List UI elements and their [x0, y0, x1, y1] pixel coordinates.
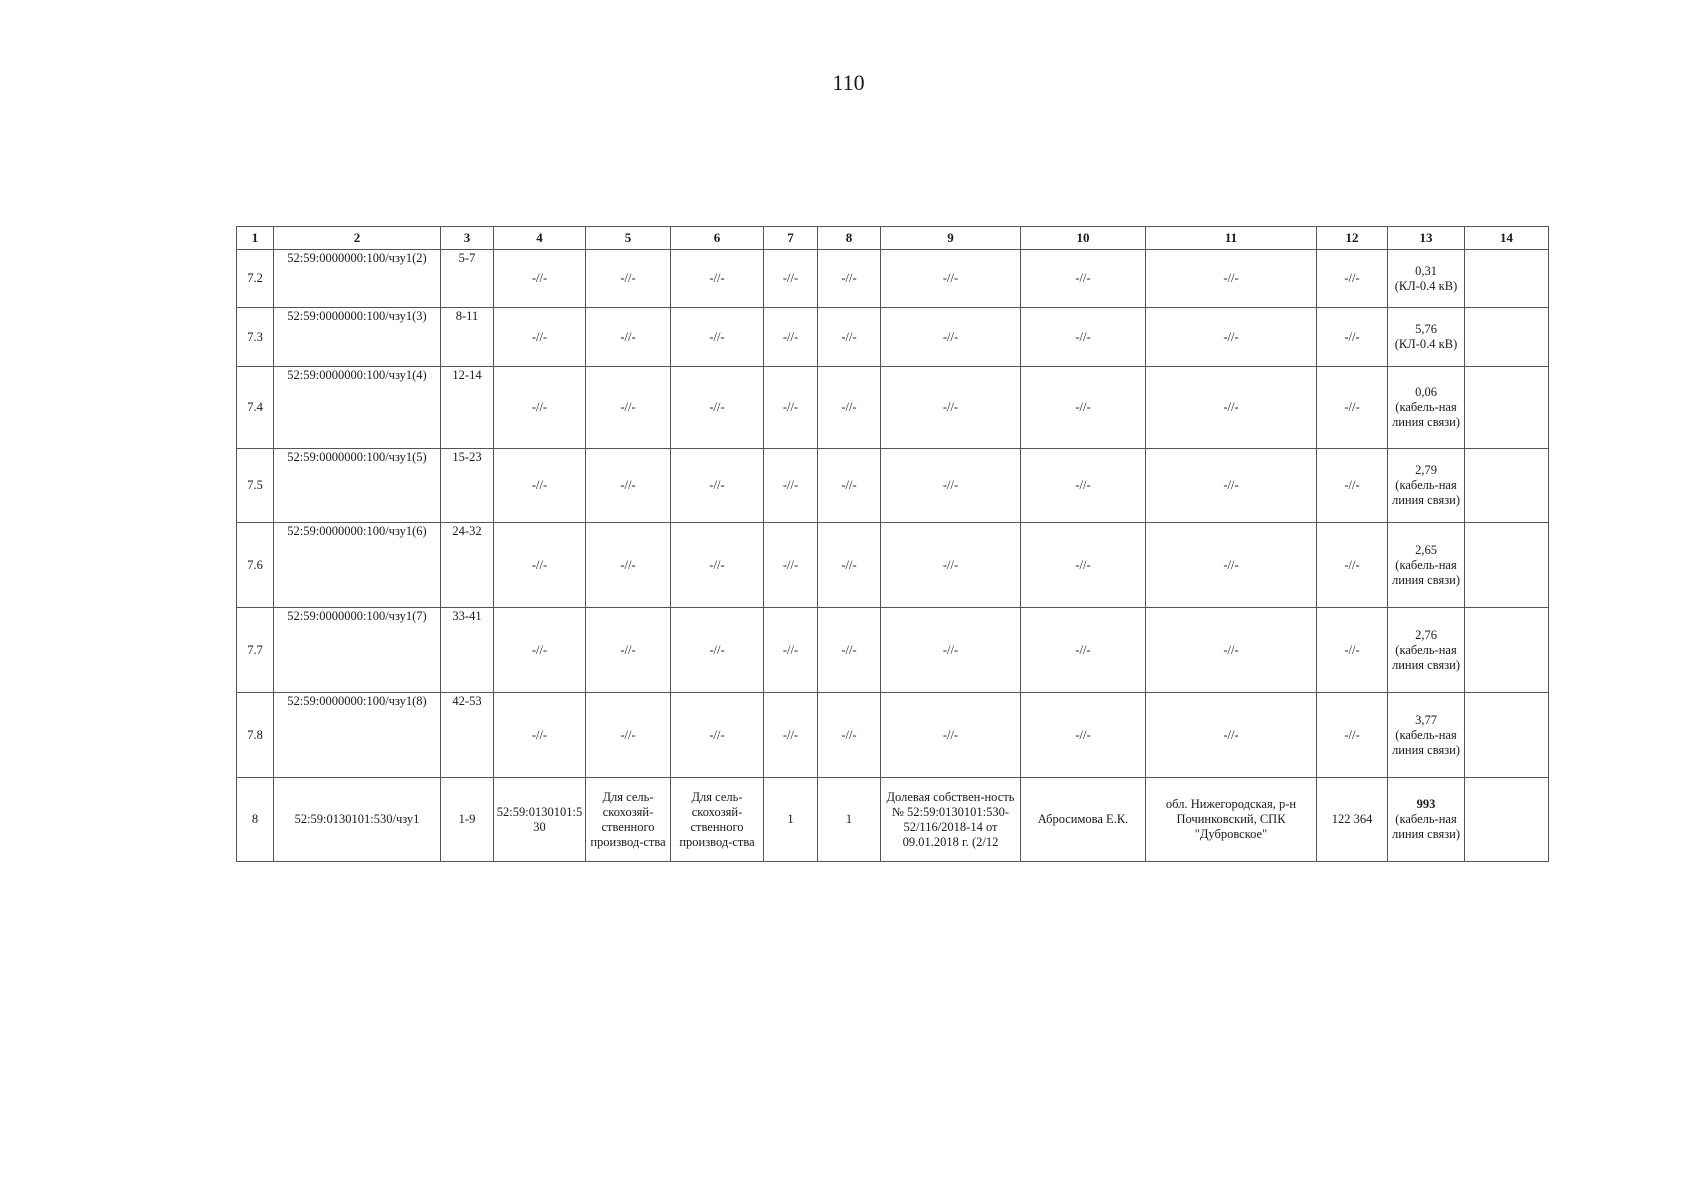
cell: -//-: [818, 308, 881, 367]
cell: -//-: [881, 693, 1021, 778]
cell: -//-: [494, 308, 586, 367]
area-note: (кабель-ная линия связи): [1391, 400, 1460, 429]
column-header: 1: [237, 227, 274, 250]
point-range: 15-23: [441, 449, 494, 523]
cell: -//-: [764, 250, 818, 308]
row-number: 7.8: [237, 693, 274, 778]
cell: -//-: [881, 608, 1021, 693]
cell: [1465, 608, 1549, 693]
cell: -//-: [1317, 449, 1388, 523]
cell: -//-: [764, 608, 818, 693]
column-header: 7: [764, 227, 818, 250]
area-value: 0,06: [1415, 385, 1437, 399]
cadastral-number: 52:59:0000000:100/чзу1(4): [274, 367, 441, 449]
cell: -//-: [881, 449, 1021, 523]
cell: 1: [818, 778, 881, 862]
cell: -//-: [1317, 608, 1388, 693]
cell: [1465, 367, 1549, 449]
area-note: (КЛ-0.4 кВ): [1394, 337, 1458, 351]
cell: -//-: [1317, 523, 1388, 608]
cadastral-number: 52:59:0000000:100/чзу1(8): [274, 693, 441, 778]
table-row: [237, 608, 1549, 693]
point-range: 42-53: [441, 693, 494, 778]
cell: -//-: [586, 693, 671, 778]
cell: -//-: [671, 608, 764, 693]
cell: -//-: [764, 523, 818, 608]
cadastral-number: 52:59:0000000:100/чзу1(7): [274, 608, 441, 693]
cell: -//-: [1146, 308, 1317, 367]
cell: -//-: [764, 308, 818, 367]
permitted-use: Для сель-скохозяй-ственного производ-ства: [671, 778, 764, 862]
area-value: 993: [1416, 797, 1436, 811]
cell: [1465, 693, 1549, 778]
cell: -//-: [818, 693, 881, 778]
point-range: 33-41: [441, 608, 494, 693]
cell: -//-: [1146, 608, 1317, 693]
cell: -//-: [1317, 250, 1388, 308]
cell: -//-: [671, 693, 764, 778]
column-header: 6: [671, 227, 764, 250]
cell: -//-: [1317, 693, 1388, 778]
area-cell: [1388, 308, 1465, 367]
cell: -//-: [586, 523, 671, 608]
row-number: 7.5: [237, 449, 274, 523]
cell: -//-: [1021, 367, 1146, 449]
column-header: 14: [1465, 227, 1549, 250]
cell: -//-: [671, 449, 764, 523]
cell: -//-: [881, 250, 1021, 308]
area-note: (кабель-ная линия связи): [1391, 812, 1460, 841]
area-value: 2,65: [1415, 542, 1437, 557]
cell: -//-: [494, 367, 586, 449]
owner-name: Абросимова Е.К.: [1021, 778, 1146, 862]
cell: -//-: [1021, 449, 1146, 523]
cell: -//-: [586, 449, 671, 523]
area-cell: [1388, 250, 1465, 308]
area-cell: [1388, 608, 1465, 693]
cell: -//-: [494, 523, 586, 608]
cadastral-number: 52:59:0130101:530/чзу1: [274, 778, 441, 862]
cell: -//-: [818, 367, 881, 449]
cell: -//-: [1317, 308, 1388, 367]
ownership-right: Долевая собствен-ность № 52:59:0130101:530-52/116/2018-14 от 09.01.2018 г. (2/12: [881, 778, 1021, 862]
column-header: 3: [441, 227, 494, 250]
land-category: Для сель-скохозяй-ственного производ-ства: [586, 778, 671, 862]
cell: -//-: [1021, 693, 1146, 778]
area-value: 5,76: [1415, 322, 1437, 336]
row-number: 8: [237, 778, 274, 862]
point-range: 5-7: [441, 250, 494, 308]
address: обл. Нижегородская, р-н Починковский, СПК "Дубровское": [1146, 778, 1317, 862]
point-range: 12-14: [441, 367, 494, 449]
area-cell: [1388, 693, 1465, 778]
row-number: 7.3: [237, 308, 274, 367]
cadastral-number: 52:59:0000000:100/чзу1(5): [274, 449, 441, 523]
table-row: [237, 308, 1549, 367]
column-header: 8: [818, 227, 881, 250]
area-value: 2,79: [1415, 463, 1437, 477]
area-value: 2,76: [1415, 627, 1437, 642]
cadastral-number: 52:59:0000000:100/чзу1(6): [274, 523, 441, 608]
cell: 1: [764, 778, 818, 862]
column-header: 10: [1021, 227, 1146, 250]
row-number: 7.2: [237, 250, 274, 308]
cell: -//-: [671, 308, 764, 367]
cell: -//-: [764, 693, 818, 778]
cell: -//-: [494, 693, 586, 778]
cell: -//-: [818, 250, 881, 308]
cell: -//-: [1021, 250, 1146, 308]
table-row: [237, 778, 1549, 862]
table-row: [237, 367, 1549, 449]
cell: [1465, 308, 1549, 367]
cell: -//-: [671, 367, 764, 449]
area-cell: [1388, 367, 1465, 449]
area-note: (кабель-ная линия связи): [1391, 642, 1460, 672]
cell: -//-: [1146, 250, 1317, 308]
column-header: 5: [586, 227, 671, 250]
area-cell: [1388, 778, 1465, 862]
cell: -//-: [881, 523, 1021, 608]
cell: -//-: [586, 608, 671, 693]
parcel-number: 52:59:0130101:530: [494, 778, 586, 862]
table-row: [237, 523, 1549, 608]
cell: -//-: [818, 523, 881, 608]
cell: -//-: [1021, 308, 1146, 367]
column-header: 9: [881, 227, 1021, 250]
cell: -//-: [671, 250, 764, 308]
cell: -//-: [1146, 449, 1317, 523]
area-note: (кабель-ная линия связи): [1391, 557, 1460, 587]
cell: -//-: [1021, 608, 1146, 693]
cell: -//-: [494, 449, 586, 523]
parcel-area: 122 364: [1317, 778, 1388, 862]
area-value: 3,77: [1415, 712, 1437, 727]
cell: -//-: [671, 523, 764, 608]
table-row: [237, 449, 1549, 523]
area-cell: [1388, 523, 1465, 608]
point-range: 1-9: [441, 778, 494, 862]
cadastral-number: 52:59:0000000:100/чзу1(3): [274, 308, 441, 367]
area-note: (кабель-ная линия связи): [1391, 478, 1460, 507]
row-number: 7.6: [237, 523, 274, 608]
area-value: 0,31: [1415, 263, 1437, 278]
area-cell: [1388, 449, 1465, 523]
cell: -//-: [586, 367, 671, 449]
cell: [1465, 250, 1549, 308]
point-range: 8-11: [441, 308, 494, 367]
cell: -//-: [764, 367, 818, 449]
cell: -//-: [1146, 693, 1317, 778]
cell: -//-: [494, 608, 586, 693]
area-note: (КЛ-0.4 кВ): [1394, 278, 1458, 293]
cell: -//-: [764, 449, 818, 523]
cell: -//-: [1146, 367, 1317, 449]
cell: -//-: [586, 250, 671, 308]
column-header: 13: [1388, 227, 1465, 250]
header-row: [237, 227, 1549, 250]
cell: -//-: [1317, 367, 1388, 449]
row-number: 7.7: [237, 608, 274, 693]
table-row: [237, 250, 1549, 308]
table-row: [237, 693, 1549, 778]
cell: -//-: [818, 449, 881, 523]
cell: -//-: [1146, 523, 1317, 608]
cell: -//-: [881, 308, 1021, 367]
point-range: 24-32: [441, 523, 494, 608]
land-plot-table: [236, 226, 1549, 862]
cell: -//-: [881, 367, 1021, 449]
cell: -//-: [818, 608, 881, 693]
row-number: 7.4: [237, 367, 274, 449]
cell: [1465, 449, 1549, 523]
cell: -//-: [586, 308, 671, 367]
cell: -//-: [494, 250, 586, 308]
area-note: (кабель-ная линия связи): [1391, 727, 1460, 757]
column-header: 4: [494, 227, 586, 250]
cell: [1465, 778, 1549, 862]
page-number: 110: [832, 70, 865, 95]
column-header: 12: [1317, 227, 1388, 250]
column-header: 2: [274, 227, 441, 250]
column-header: 11: [1146, 227, 1317, 250]
cell: -//-: [1021, 523, 1146, 608]
cadastral-number: 52:59:0000000:100/чзу1(2): [274, 250, 441, 308]
cell: [1465, 523, 1549, 608]
